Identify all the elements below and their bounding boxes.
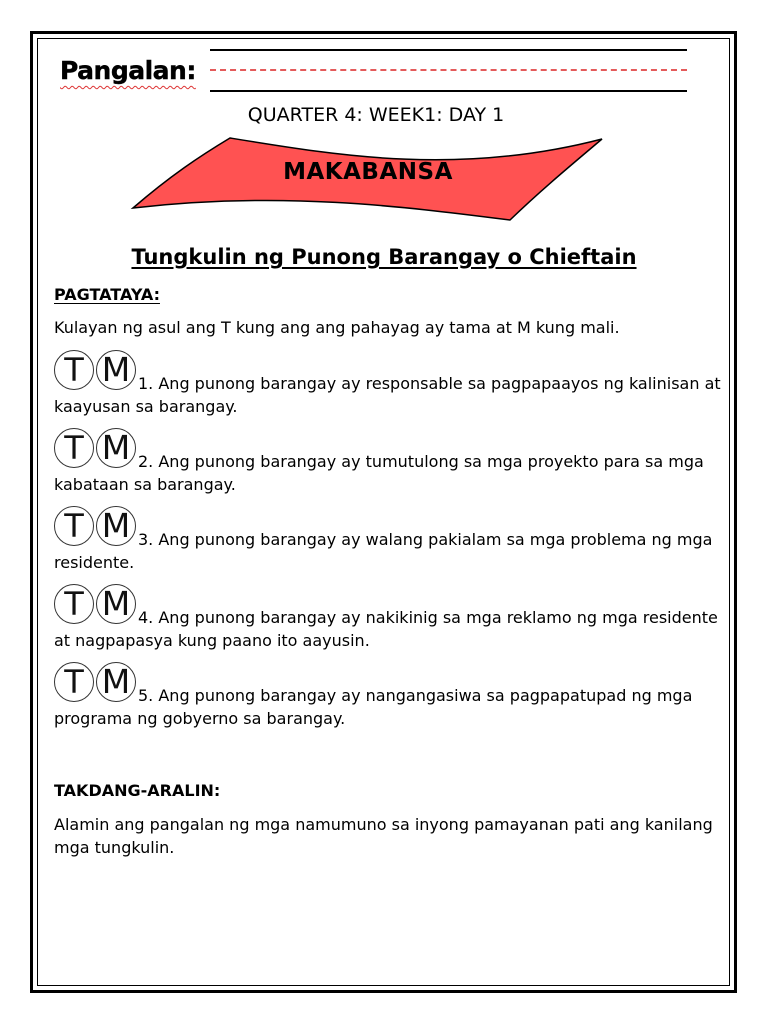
false-option-circle[interactable]: M [96, 662, 136, 702]
assessment-heading: PAGTATAYA: [54, 285, 160, 304]
assessment-item-text: 2. Ang punong barangay ay tumutulong sa mga proyekto para sa mga kabataan sa barangay. [54, 452, 704, 494]
true-option-circle[interactable]: T [54, 350, 94, 390]
name-writing-line-middle [210, 69, 687, 71]
true-option-circle[interactable]: T [54, 428, 94, 468]
assessment-item-text: 1. Ang punong barangay ay responsable sa pagpapaayos ng kalinisan at kaayusan sa barangay. [54, 374, 721, 416]
assessment-item-text: 3. Ang punong barangay ay walang pakialam sa mga problema ng mga residente. [54, 530, 713, 572]
false-option-circle[interactable]: M [96, 506, 136, 546]
false-option-circle[interactable]: M [96, 584, 136, 624]
false-option-circle[interactable]: M [96, 350, 136, 390]
quarter-week-day: QUARTER 4: WEEK1: DAY 1 [247, 104, 505, 126]
true-option-circle[interactable]: T [54, 506, 94, 546]
assessment-item-text: 5. Ang punong barangay ay nangangasiwa sa pagpapatupad ng mga programa ng gobyerno sa barangay. [54, 686, 693, 728]
lesson-title: Tungkulin ng Punong Barangay o Chieftain [131, 245, 637, 269]
false-option-circle[interactable]: M [96, 428, 136, 468]
assessment-item-text: 4. Ang punong barangay ay nakikinig sa mga reklamo ng mga residente at nagpapasya kung paano ito aayusin. [54, 608, 718, 650]
subject-title: MAKABANSA [283, 159, 453, 185]
homework-text: Alamin ang pangalan ng mga namumuno sa inyong pamayanan pati ang kanilang mga tungkulin. [54, 815, 713, 857]
name-writing-line-top [210, 49, 687, 51]
name-label: Pangalan: [60, 56, 196, 85]
true-option-circle[interactable]: T [54, 584, 94, 624]
true-option-circle[interactable]: T [54, 662, 94, 702]
homework-heading: TAKDANG-ARALIN: [54, 781, 221, 800]
assessment-instruction: Kulayan ng asul ang T kung ang ang pahayag ay tama at M kung mali. [54, 318, 620, 337]
name-writing-line-bottom [210, 90, 687, 92]
